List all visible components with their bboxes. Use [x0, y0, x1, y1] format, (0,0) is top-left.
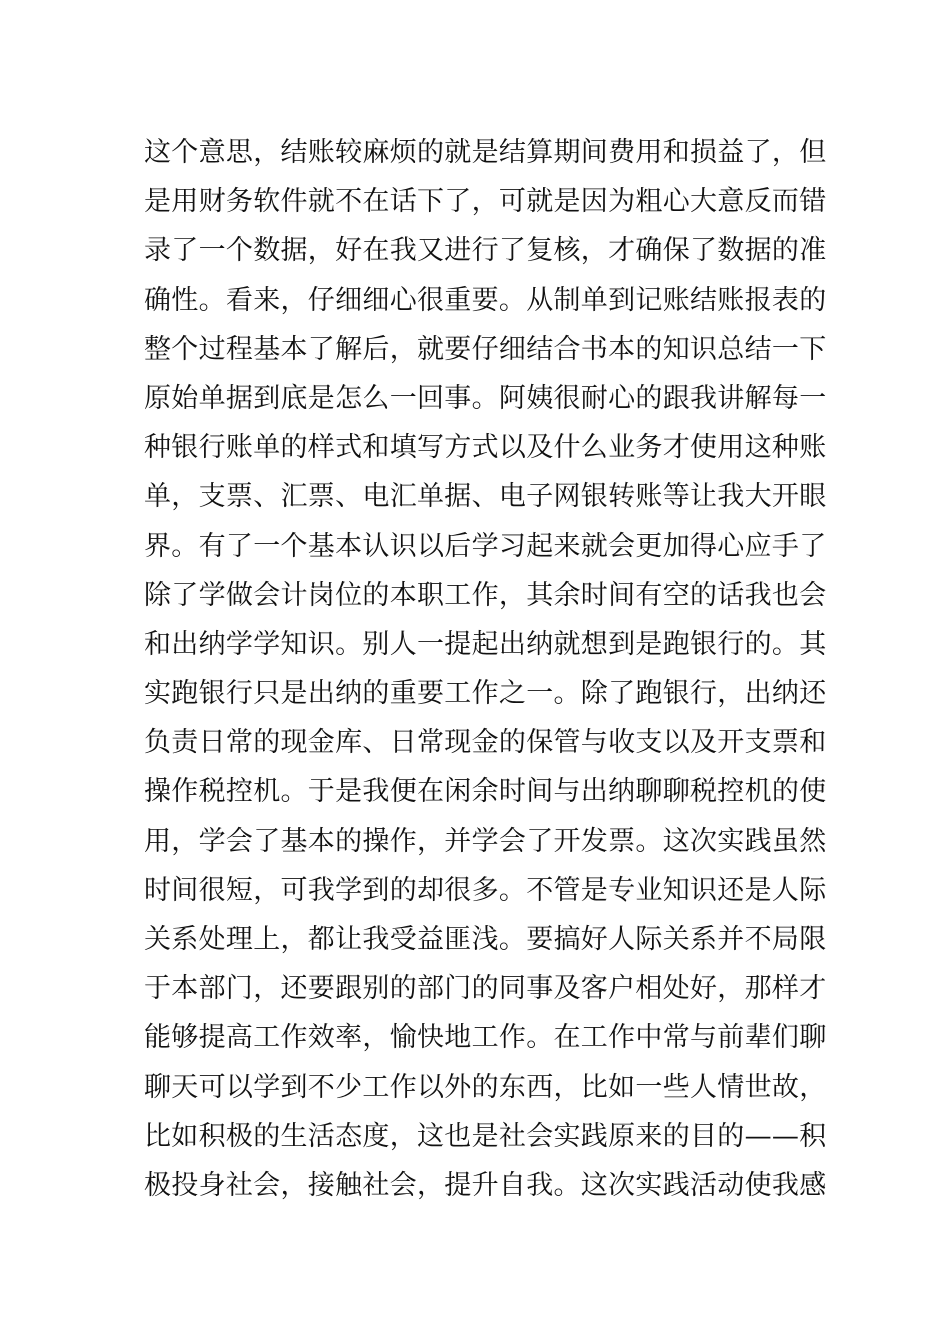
text-line-20: 聊天可以学到不少工作以外的东西，比如一些人情世故， [144, 1071, 827, 1103]
text-line-16: 时间很短，可我学到的却很多。不管是专业知识还是人际 [144, 874, 827, 906]
text-line-17: 关系处理上，都让我受益匪浅。要搞好人际关系并不局限 [144, 924, 827, 955]
text-line-12: 实跑银行只是出纳的重要工作之一。除了跑银行，出纳还 [144, 678, 827, 710]
text-line-3: 录了一个数据，好在我又进行了复核，才确保了数据的准 [144, 235, 827, 267]
text-line-5: 整个过程基本了解后，就要仔细结合书本的知识总结一下 [144, 333, 827, 365]
text-line-14: 操作税控机。于是我便在闲余时间与出纳聊聊税控机的使 [144, 776, 827, 808]
text-line-22: 极投身社会，接触社会，提升自我。这次实践活动使我感 [144, 1169, 827, 1201]
text-line-18: 于本部门，还要跟别的部门的同事及客户相处好，那样才 [144, 973, 827, 1005]
text-line-2: 是用财务软件就不在话下了，可就是因为粗心大意反而错 [144, 186, 827, 218]
body-text [144, 128, 827, 1210]
text-line-19: 能够提高工作效率，愉快地工作。在工作中常与前辈们聊 [144, 1022, 827, 1054]
text-line-8: 单，支票、汇票、电汇单据、电子网银转账等让我大开眼 [144, 481, 827, 513]
text-line-15: 用，学会了基本的操作，并学会了开发票。这次实践虽然 [144, 825, 827, 857]
text-line-1: 这个意思，结账较麻烦的就是结算期间费用和损益了，但 [144, 137, 827, 168]
text-line-7: 种银行账单的样式和填写方式以及什么业务才使用这种账 [144, 432, 827, 464]
text-line-21: 比如积极的生活态度，这也是社会实践原来的目的——积 [144, 1120, 827, 1152]
text-line-4: 确性。看来，仔细细心很重要。从制单到记账结账报表的 [144, 284, 827, 316]
text-line-6: 原始单据到底是怎么一回事。阿姨很耐心的跟我讲解每一 [144, 382, 827, 414]
text-line-13: 负责日常的现金库、日常现金的保管与收支以及开支票和 [144, 727, 827, 759]
text-line-11: 和出纳学学知识。别人一提起出纳就想到是跑银行的。其 [144, 628, 827, 660]
text-line-9: 界。有了一个基本认识以后学习起来就会更加得心应手了 [144, 530, 827, 562]
text-line-10: 除了学做会计岗位的本职工作，其余时间有空的话我也会 [144, 579, 827, 611]
